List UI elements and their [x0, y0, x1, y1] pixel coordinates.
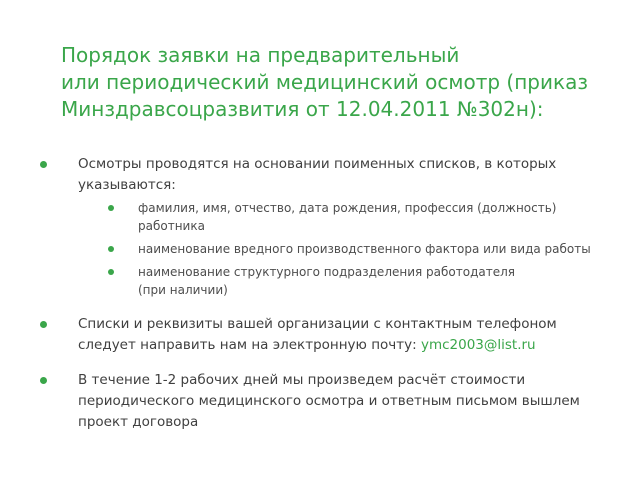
bullet-text-line: Осмотры проводятся на основании поименных списков, в которых	[78, 156, 557, 172]
title-line-3: Минздравсоцразвития от 12.04.2011 №302н):	[61, 97, 544, 121]
page-title	[61, 42, 621, 123]
sub-bullet-dot-icon	[108, 269, 114, 275]
bullet-text-line: Списки и реквизиты вашей организации с контактным телефоном	[78, 316, 557, 332]
sub-item-text-line: наименование вредного производственного фактора или вида работы	[138, 242, 591, 256]
bullet-dot-icon	[40, 377, 47, 384]
bullet-text-prefix: следует направить нам на электронную почту:	[78, 337, 421, 353]
bullet-dot-icon	[40, 161, 47, 168]
title-line-1: Порядок заявки на предварительный	[61, 43, 460, 67]
sub-item-text-line: фамилия, имя, отчество, дата рождения, профессия (должность)	[138, 201, 557, 215]
bullet-item-cost-estimate	[40, 370, 620, 433]
bullet-item-lists	[40, 154, 620, 299]
sub-item-department	[108, 263, 620, 299]
bullet-dot-icon	[40, 321, 47, 328]
bullet-text-line: В течение 1-2 рабочих дней мы произведем расчёт стоимости	[78, 372, 526, 388]
bullet-text-line: периодического медицинского осмотра и ответным письмом вышлем	[78, 393, 580, 409]
bullet-text-line: проект договора	[78, 414, 199, 430]
sub-item-text-line: наименование структурного подразделения работодателя	[138, 265, 516, 279]
sub-bullet-dot-icon	[108, 205, 114, 211]
bullet-item-send-lists	[40, 314, 620, 356]
sub-item-name-fields	[108, 199, 620, 235]
bullet-text-line	[78, 335, 620, 356]
sub-list	[78, 199, 620, 299]
title-line-2: или периодический медицинский осмотр (приказ	[61, 70, 588, 94]
sub-bullet-dot-icon	[108, 246, 114, 252]
sub-item-text-line: работника	[138, 219, 205, 233]
bullet-list	[40, 154, 620, 433]
sub-item-harmful-factor	[108, 240, 620, 258]
email-link[interactable]: ymc2003@list.ru	[420, 337, 536, 353]
sub-item-text-line: (при наличии)	[138, 283, 228, 297]
bullet-text-line: указываются:	[78, 177, 176, 193]
